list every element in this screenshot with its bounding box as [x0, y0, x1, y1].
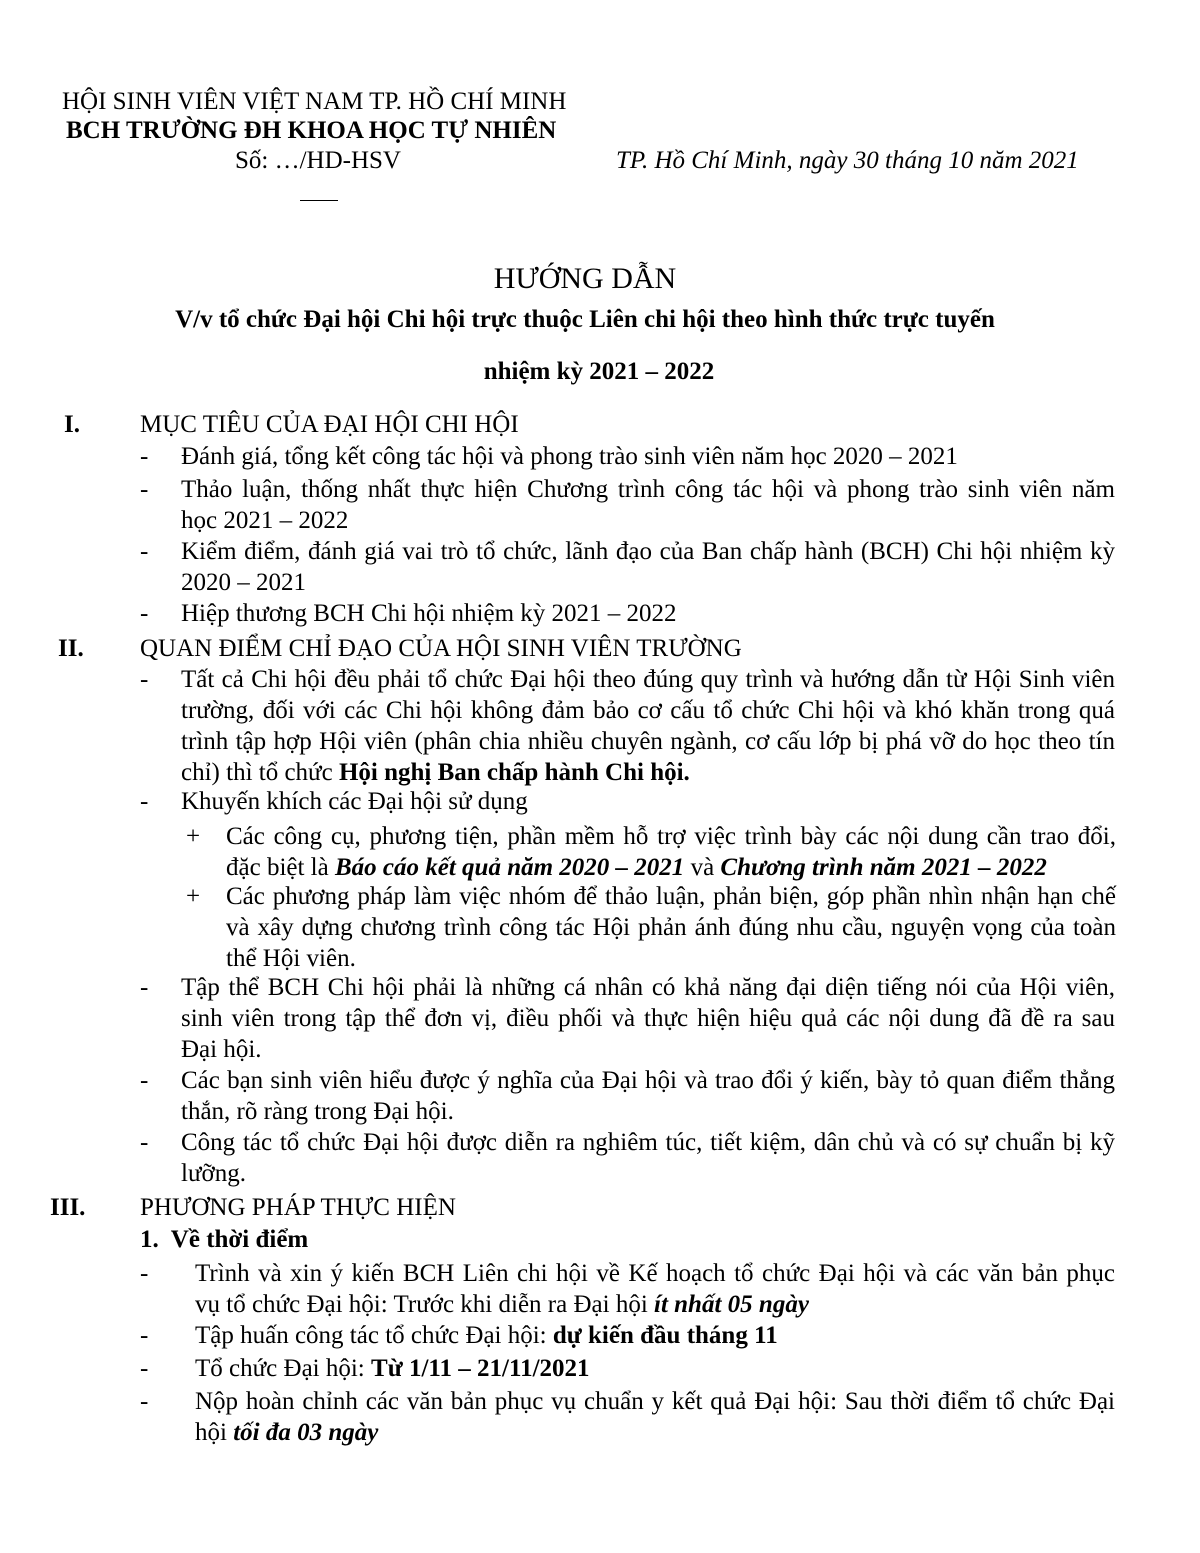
list-item-text: Khuyến khích các Đại hội sử dụng [181, 788, 528, 815]
emphasized-text: Từ 1/11 – 21/11/2021 [371, 1355, 590, 1382]
dash-marker: - [140, 1322, 149, 1349]
list-item-text [195, 1417, 1115, 1448]
list-item-text [181, 757, 1115, 788]
document-subtitle-line-1: V/v tổ chức Đại hội Chi hội trực thuộc Liên chi hội theo hình thức trực tuyến [175, 306, 995, 333]
list-item-text: thể Hội viên. [226, 945, 356, 972]
list-item-text: sinh viên trong tập thể đơn vị, điều phối và thực hiện hiệu quả các nội dung đã đề ra sau [181, 1005, 1115, 1032]
list-item-text: Tất cả Chi hội đều phải tổ chức Đại hội theo đúng quy trình và hướng dẫn từ Hội Sinh viên [181, 666, 1115, 693]
emphasized-text: dự kiến đầu tháng 11 [552, 1322, 778, 1349]
dash-marker: - [140, 1388, 149, 1415]
list-item-text-part: Tập huấn công tác tổ chức Đại hội: [195, 1322, 553, 1349]
emphasized-text: Hội nghị Ban chấp hành Chi hội. [338, 759, 690, 786]
list-item-text: học 2021 – 2022 [181, 507, 349, 534]
list-item-text: Các phương pháp làm việc nhóm để thảo luận, phản biện, góp phần nhìn nhận hạn chế [226, 883, 1116, 910]
list-item-text: Thảo luận, thống nhất thực hiện Chương trình công tác hội và phong trào sinh viên năm [181, 476, 1115, 503]
emphasized-text: ít nhất 05 ngày [654, 1291, 809, 1318]
dash-marker: - [140, 476, 149, 503]
list-item-text-part: vụ tổ chức Đại hội: Trước khi diễn ra Đại hội [195, 1291, 655, 1318]
dash-marker: - [140, 666, 149, 693]
list-item-text: Trình và xin ý kiến BCH Liên chi hội về Kế hoạch tổ chức Đại hội và các văn bản phục [195, 1260, 1115, 1287]
list-item-text: Hiệp thương BCH Chi hội nhiệm kỳ 2021 – 2022 [181, 600, 677, 627]
list-item-text [195, 1320, 1115, 1351]
place-and-date: TP. Hồ Chí Minh, ngày 30 tháng 10 năm 2021 [616, 147, 1079, 174]
dash-marker: - [140, 538, 149, 565]
section-number: II. [58, 635, 84, 662]
dash-marker: - [140, 974, 149, 1001]
document-subtitle-line-2: nhiệm kỳ 2021 – 2022 [483, 358, 715, 385]
list-item-text-part: Tổ chức Đại hội: [195, 1355, 372, 1382]
header-divider [300, 200, 338, 201]
list-item-text: Đánh giá, tổng kết công tác hội và phong trào sinh viên năm học 2020 – 2021 [181, 443, 958, 470]
section-title: PHƯƠNG PHÁP THỰC HIỆN [140, 1194, 456, 1221]
organization-line-2: BCH TRƯỜNG ĐH KHOA HỌC TỰ NHIÊN [66, 117, 557, 144]
list-item-text: Các công cụ, phương tiện, phần mềm hỗ trợ việc trình bày các nội dung cần trao đổi, [226, 823, 1116, 850]
emphasized-text: Chương trình năm 2021 – 2022 [720, 854, 1047, 881]
emphasized-text: Báo cáo kết quả năm 2020 – 2021 [334, 854, 685, 881]
list-item-text: trình tập hợp Hội viên (phân chia nhiều chuyên ngành, cơ cấu lớp bị phá vỡ do học theo tín [181, 728, 1115, 755]
list-item-text: thắn, rõ ràng trong Đại hội. [181, 1098, 454, 1125]
emphasized-text: tối đa 03 ngày [233, 1419, 379, 1446]
dash-marker: - [140, 1067, 149, 1094]
list-item-text [226, 852, 1116, 883]
list-item-text: 2020 – 2021 [181, 569, 306, 596]
plus-marker: + [186, 883, 201, 910]
document-title: HƯỚNG DẪN [493, 262, 677, 295]
list-item-text: Kiểm điểm, đánh giá vai trò tổ chức, lãnh đạo của Ban chấp hành (BCH) Chi hội nhiệm kỳ [181, 538, 1115, 565]
section-number: III. [50, 1194, 86, 1221]
document-number: Số: …/HD-HSV [235, 147, 401, 174]
section-number: I. [64, 411, 80, 438]
list-item-text-part: hội [195, 1419, 234, 1446]
subsection-heading: 1. Về thời điểm [140, 1226, 309, 1253]
list-item-text: Nộp hoàn chỉnh các văn bản phục vụ chuẩn y kết quả Đại hội: Sau thời điểm tổ chức Đại [195, 1388, 1115, 1415]
section-title: QUAN ĐIỂM CHỈ ĐẠO CỦA HỘI SINH VIÊN TRƯỜNG [140, 635, 742, 662]
dash-marker: - [140, 788, 149, 815]
list-item-text-part: và [684, 854, 721, 881]
list-item-text: lưỡng. [181, 1160, 246, 1187]
list-item-text: và xây dựng chương trình công tác Hội phản ánh đúng nhu cầu, nguyện vọng của toàn [226, 914, 1116, 941]
list-item-text: Đại hội. [181, 1036, 262, 1063]
list-item-text-part: đặc biệt là [226, 854, 335, 881]
dash-marker: - [140, 1355, 149, 1382]
organization-line-1: HỘI SINH VIÊN VIỆT NAM TP. HỒ CHÍ MINH [62, 88, 567, 115]
dash-marker: - [140, 1129, 149, 1156]
list-item-text: trường, đối với các Chi hội không đảm bảo cơ cấu tổ chức Chi hội và khó khăn trong quá [181, 697, 1115, 724]
dash-marker: - [140, 443, 149, 470]
dash-marker: - [140, 1260, 149, 1287]
list-item-text: Công tác tổ chức Đại hội được diễn ra nghiêm túc, tiết kiệm, dân chủ và có sự chuẩn bị kỹ [181, 1129, 1115, 1156]
section-title: MỤC TIÊU CỦA ĐẠI HỘI CHI HỘI [140, 411, 519, 438]
list-item-text [195, 1353, 1115, 1384]
list-item-text-part: chỉ) thì tổ chức [181, 759, 339, 786]
list-item-text: Các bạn sinh viên hiểu được ý nghĩa của Đại hội và trao đổi ý kiến, bày tỏ quan điểm thẳng [181, 1067, 1115, 1094]
list-item-text [195, 1289, 1115, 1320]
plus-marker: + [186, 823, 201, 850]
list-item-text: Tập thể BCH Chi hội phải là những cá nhân có khả năng đại diện tiếng nói của Hội viên, [181, 974, 1115, 1001]
dash-marker: - [140, 600, 149, 627]
